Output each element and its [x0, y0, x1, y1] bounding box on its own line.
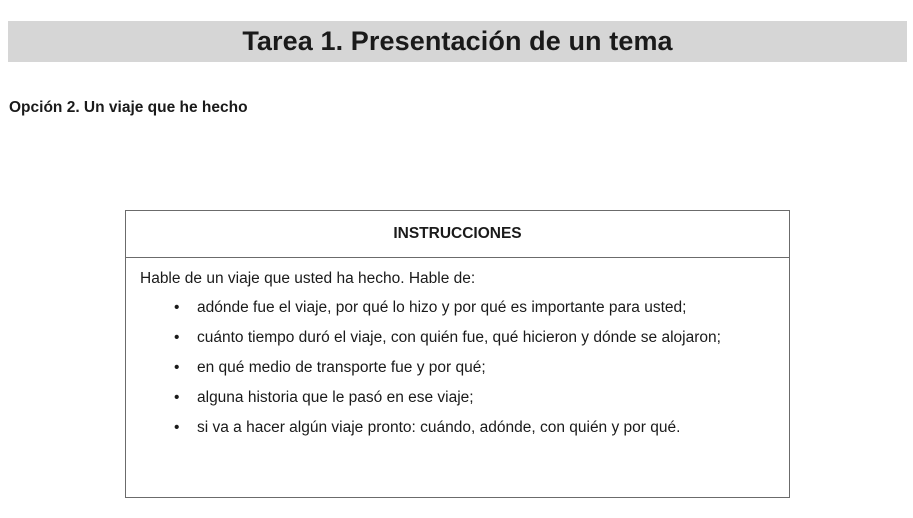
- list-item: [174, 418, 775, 437]
- option-title: Opción 2. Un viaje que he hecho: [9, 99, 248, 116]
- list-item: [174, 388, 775, 407]
- list-item: [174, 358, 775, 377]
- list-item-text: alguna historia que le pasó en ese viaje;: [197, 389, 474, 406]
- bullet-icon: •: [174, 359, 180, 376]
- bullet-icon: •: [174, 419, 180, 436]
- instructions-box: [125, 210, 790, 498]
- list-item-text: en qué medio de transporte fue y por qué;: [197, 359, 486, 376]
- list-item-text: si va a hacer algún viaje pronto: cuándo, adónde, con quién y por qué.: [197, 419, 681, 436]
- bullet-icon: •: [174, 389, 180, 406]
- list-item: [174, 298, 775, 317]
- instructions-header: [126, 211, 789, 258]
- list-item: [174, 328, 775, 347]
- title-bar: [8, 21, 907, 62]
- page-title: Tarea 1. Presentación de un tema: [242, 26, 673, 56]
- instructions-list: [140, 298, 775, 437]
- bullet-icon: •: [174, 299, 180, 316]
- list-item-text: adónde fue el viaje, por qué lo hizo y por qué es importante para usted;: [197, 299, 687, 316]
- bullet-icon: •: [174, 329, 180, 346]
- instructions-body: [126, 258, 789, 437]
- instructions-heading: INSTRUCCIONES: [393, 225, 522, 242]
- instructions-intro: Hable de un viaje que usted ha hecho. Hable de:: [140, 270, 476, 287]
- list-item-text: cuánto tiempo duró el viaje, con quién fue, qué hicieron y dónde se alojaron;: [197, 329, 721, 346]
